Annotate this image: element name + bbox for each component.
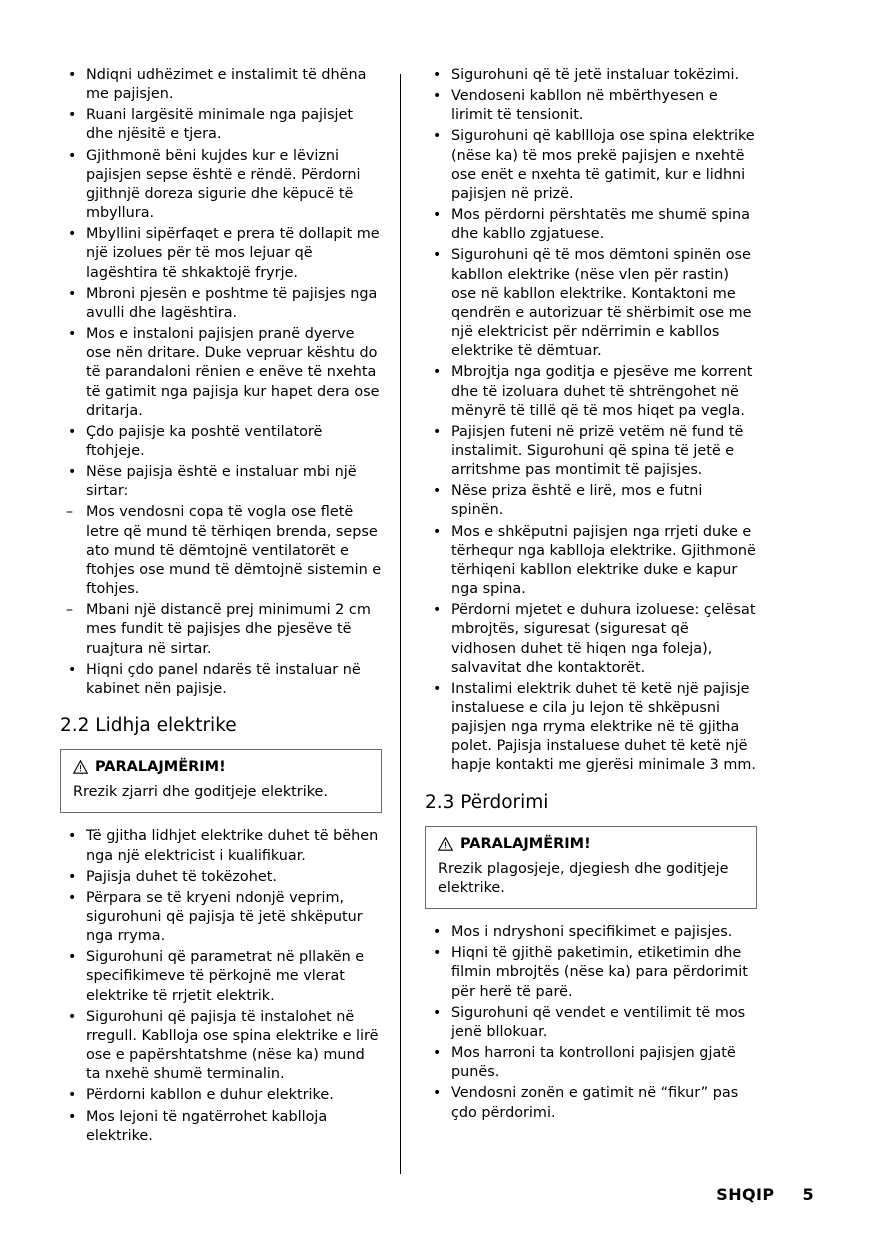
list-item: • Të gjitha lidhjet elektrike duhet të bëhen nga një elektricist i kualifikuar.	[60, 827, 382, 865]
warning-box-electrical	[60, 749, 382, 813]
list-item: – Mbani një distancë prej minimumi 2 cm mes fundit të pajisjes dhe pjesëve të ruajtura në sirtar.	[60, 601, 382, 658]
list-item: • Pajisja duhet të tokëzohet.	[60, 868, 382, 887]
list-item: • Përpara se të kryeni ndonjë veprim, sigurohuni që pajisja të jetë shkëputur nga rryma.	[60, 889, 382, 946]
left-bullet-list-bottom	[60, 827, 382, 1146]
list-item: • Ndiqni udhëzimet e instalimit të dhëna me pajisjen.	[60, 66, 382, 104]
warning-title-text: PARALAJMËRIM!	[460, 835, 591, 852]
list-item: • Nëse pajisja është e instaluar mbi një sirtar:	[60, 463, 382, 501]
list-item: • Sigurohuni që vendet e ventilimit të mos jenë bllokuar.	[425, 1004, 757, 1042]
list-item: • Gjithmonë bëni kujdes kur e lëvizni pajisjen sepse është e rëndë. Përdorni gjithnjë doreza sigurie dhe këpucë të mbyllura.	[60, 147, 382, 224]
warning-triangle-icon	[438, 837, 453, 851]
list-item: • Mos harroni ta kontrolloni pajisjen gjatë punës.	[425, 1044, 757, 1082]
list-item: • Mbyllini sipërfaqet e prera të dollapit me një izolues për të mos lejuar që lagështira të shkaktojë fryrje.	[60, 225, 382, 282]
warning-title-row	[71, 759, 371, 775]
list-item: • Mos e shkëputni pajisjen nga rrjeti duke e tërhequr nga kablloja elektrike. Gjithmonë tërhiqeni kabllon elektrike duke e kapur nga spina.	[425, 523, 757, 600]
footer-language: SHQIP	[716, 1185, 775, 1204]
warning-triangle-icon	[73, 760, 88, 774]
left-column	[60, 66, 400, 1148]
list-item: • Sigurohuni që të jetë instaluar tokëzimi.	[425, 66, 757, 85]
left-bullet-list-top	[60, 66, 382, 501]
list-item: • Vendosni zonën e gatimit në “fikur” pas çdo përdorimi.	[425, 1084, 757, 1122]
warning-body-text: Rrezik plagosjeje, djegiesh dhe goditjeje elektrike.	[438, 860, 729, 896]
list-item: • Vendoseni kabllon në mbërthyesen e lirimit të tensionit.	[425, 87, 757, 125]
list-item: • Hiqni çdo panel ndarës të instaluar në kabinet nën pajisje.	[60, 661, 382, 699]
warning-body-text: Rrezik zjarri dhe goditjeje elektrike.	[73, 784, 328, 801]
list-item: • Mos e instaloni pajisjen pranë dyerve ose nën dritare. Duke vepruar kështu do të parandaloni rënien e enëve të nxehta të gatimit nga pajisja kur hapet dera ose dritarja.	[60, 325, 382, 421]
warning-title-text: PARALAJMËRIM!	[95, 759, 226, 776]
list-item: • Sigurohuni që parametrat në pllakën e specifikimeve të përkojnë me vlerat elektrike të rrjetit elektrik.	[60, 948, 382, 1005]
section-heading-2-3: 2.3 Përdorimi	[425, 791, 549, 813]
list-item: • Pajisjen futeni në prizë vetëm në fund të instalimit. Sigurohuni që spina të jetë e arritshme pas montimit të pajisjes.	[425, 423, 757, 480]
list-item: • Çdo pajisje ka poshtë ventilatorë ftohjeje.	[60, 423, 382, 461]
list-item: • Instalimi elektrik duhet të ketë një pajisje instaluese e cila ju lejon të shkëpusni pajisjen nga rryma elektrike në të gjitha polet. Pajisja instaluese duhet të ketë një hapje kontakti me gjerësi minimale 3 mm.	[425, 680, 757, 776]
list-item: • Mbroni pjesën e poshtme të pajisjes nga avulli dhe lagështira.	[60, 285, 382, 323]
two-column-layout	[60, 66, 814, 1166]
list-item: • Nëse priza është e lirë, mos e futni spinën.	[425, 482, 757, 520]
list-item: • Hiqni të gjithë paketimin, etiketimin dhe filmin mbrojtës (nëse ka) para përdorimit për herë të parë.	[425, 944, 757, 1001]
list-item: • Mbrojtja nga goditja e pjesëve me korrent dhe të izoluara duhet të shtrëngohet në mënyrë të tillë që të mos hiqet pa vegla.	[425, 363, 757, 420]
list-item: – Mos vendosni copa të vogla ose fletë letre që mund të tërhiqen brenda, sepse ato mund të dëmtojnë ventilatorët e ftohjes ose mund të dëmtojnë sistemin e ftohjes.	[60, 503, 382, 599]
list-item: • Sigurohuni që kabllloja ose spina elektrike (nëse ka) të mos prekë pajisjen e nxehtë ose enët e nxehta të gatimit, kur e lidhni pajisjen në prizë.	[425, 127, 757, 204]
left-bullet-list-after	[60, 661, 382, 699]
list-item: • Përdorni mjetet e duhura izoluese: çelësat mbrojtës, siguresat (siguresat që vidhosen duhet të hiqen nga foleja), salvavitat dhe kontaktorët.	[425, 601, 757, 678]
right-column	[417, 66, 757, 1125]
list-item: • Mos përdorni përshtatës me shumë spina dhe kabllo zgjatuese.	[425, 206, 757, 244]
warning-title-row	[436, 836, 746, 852]
warning-box-usage	[425, 826, 757, 909]
list-item: • Mos lejoni të ngatërrohet kablloja elektrike.	[60, 1108, 382, 1146]
page-footer	[716, 1185, 814, 1204]
column-divider	[400, 74, 401, 1174]
list-item: • Sigurohuni që të mos dëmtoni spinën ose kabllon elektrike (nëse vlen për rastin) ose në kabllon elektrike. Kontaktoni me qendrën e autorizuar të shërbimit ose me një elektricist për ndërrimin e kabllos elektrike të dëmtuar.	[425, 246, 757, 361]
list-item: • Përdorni kabllon e duhur elektrike.	[60, 1086, 382, 1105]
right-bullet-list-top	[425, 66, 757, 776]
list-item: • Sigurohuni që pajisja të instalohet në rregull. Kablloja ose spina elektrike e lirë ose e papërshtatshme (nëse ka) mund ta nxehë shumë terminalin.	[60, 1008, 382, 1085]
list-item: • Mos i ndryshoni specifikimet e pajisjes.	[425, 923, 757, 942]
right-bullet-list-bottom	[425, 923, 757, 1123]
left-sub-list	[60, 503, 382, 658]
section-heading-2-2: 2.2 Lidhja elektrike	[60, 715, 237, 736]
list-item: • Ruani largësitë minimale nga pajisjet dhe njësitë e tjera.	[60, 106, 382, 144]
footer-page-number: 5	[802, 1185, 814, 1204]
